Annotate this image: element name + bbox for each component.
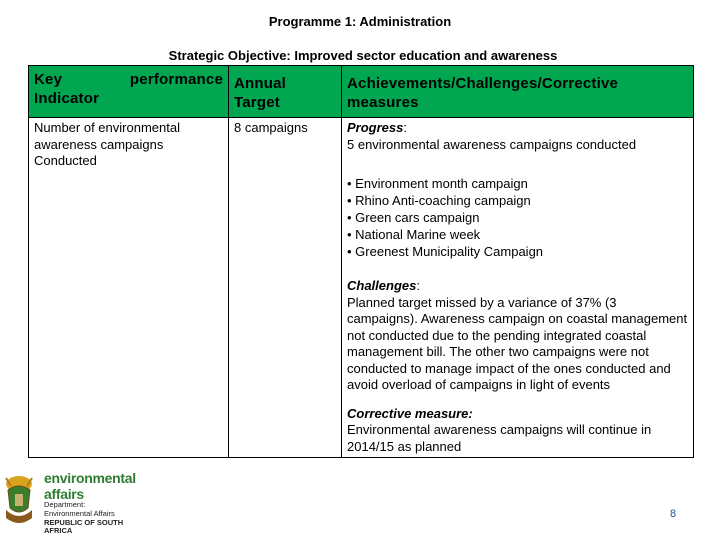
header-kpi-key: Key [34,71,63,88]
list-item: • National Marine week [347,227,481,242]
corrective-label: Corrective measure: [347,405,473,421]
department-line2: Environmental Affairs [44,509,115,518]
strategic-objective: Strategic Objective: Improved sector education and awareness [168,48,558,63]
table-header-row [29,66,694,118]
department-logo [0,470,150,534]
header-ach-line1: Achievements/Challenges/Corrective [347,75,619,92]
progress-text: 5 environmental awareness campaigns conducted [347,136,637,152]
coat-of-arms-icon [2,472,36,530]
target-cell [229,118,342,458]
table-row [29,118,694,458]
indicator-text: Number of environmental awareness campaigns Conducted [34,120,180,168]
page-number: 8 [670,508,677,520]
page-title: Programme 1: Administration [268,14,452,29]
header-target [229,66,342,118]
header-target-line1: Annual [234,75,287,92]
target-text: 8 campaigns [234,120,308,135]
header-target-line2: Target [234,94,280,111]
header-achievements [342,66,694,118]
list-item: • Green cars campaign [347,210,480,225]
campaign-list [347,175,688,260]
department-line1: Department: [44,500,86,509]
header-ach-line2: measures [347,94,419,111]
department-name: environmental affairs [44,470,136,502]
list-item: • Rhino Anti-coaching campaign [347,193,531,208]
challenges-block: Challenges: Planned target missed by a variance of 37% (3 campaigns). Awareness campaign on coastal management not conducted due to the pending integrated coastal management bill. The other two campaigns were not conducted to manage impact of the ones conducted and avoid overload of campaigns in light of events [347,278,688,392]
header-kpi [29,66,229,118]
indicator-cell [29,118,229,458]
header-kpi-indicator: Indicator [34,90,100,107]
corrective-block [347,406,688,458]
list-item: • Greenest Municipality Campaign [347,244,544,259]
progress-label: Progress [347,120,404,135]
kpi-table [28,65,694,458]
header-kpi-performance: performance [129,71,223,88]
list-item: • Environment month campaign [347,176,528,191]
progress-block: Progress: 5 environmental awareness campaigns conducted [347,120,637,152]
challenges-label: Challenges [347,278,417,293]
challenges-text: Planned target missed by a variance of 37% (3 campaigns). Awareness campaign on coastal management not conducted due to the pending integrated coastal management bill. The other two campaigns were not conducted to manage impact of the ones conducted and avoid overload of campaigns in light of events [347,294,688,392]
corrective-text: Environmental awareness campaigns will continue in 2014/15 as planned [347,422,652,454]
department-line3: REPUBLIC OF SOUTH AFRICA [44,518,124,535]
achievements-cell [342,118,694,458]
